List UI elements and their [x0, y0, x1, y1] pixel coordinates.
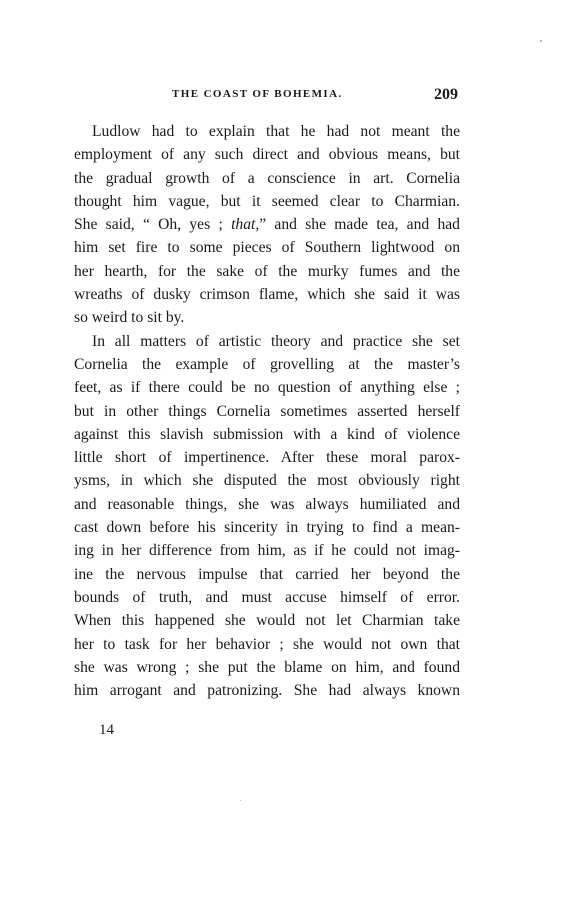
text-line: bounds of truth, and must accuse himself of error. — [74, 588, 460, 606]
running-head: THE COAST OF BOHEMIA. — [172, 88, 343, 100]
text-line: so weird to sit by. — [74, 309, 185, 327]
text-line: Ludlow had to explain that he had not meant the — [92, 123, 460, 140]
text-line: cast down before his sincerity in trying to find a mean- — [74, 519, 460, 537]
text-line: against this slavish submission with a kind of violence — [74, 425, 460, 443]
text-line: she was wrong ; she put the blame on him, and found — [74, 658, 460, 676]
text-line: but in other things Cornelia sometimes asserted herself — [74, 402, 460, 420]
text-line: wreaths of dusky crimson flame, which she said it was — [74, 286, 460, 304]
text-line: ing in her difference from him, as if he could not imag- — [74, 542, 460, 560]
text-line: her to task for her behavior ; she would not own that — [74, 635, 460, 653]
paragraph — [74, 120, 460, 330]
page-number: 209 — [434, 86, 458, 103]
text-line: In all matters of artistic theory and practice she set — [92, 332, 460, 350]
text-line: little short of impertinence. After these moral parox- — [74, 449, 460, 467]
text-line: ine the nervous impulse that carried her beyond the — [74, 565, 460, 583]
text-line: feet, as if there could be no question of anything else ; — [74, 379, 460, 397]
text-line: thought him vague, but it seemed clear to Charmian. — [74, 192, 460, 210]
text-line: When this happened she would not let Charmian take — [74, 612, 460, 630]
text-line — [74, 213, 460, 236]
text-fragment: ” and she made tea, and had — [259, 216, 460, 234]
text-line: employment of any such direct and obvious means, but — [74, 146, 460, 164]
text-line: ysms, in which she disputed the most obviously right — [74, 472, 460, 490]
text-line: and reasonable things, she was always humiliated and — [74, 495, 460, 513]
text-line: him arrogant and patronizing. She had always known — [74, 682, 460, 700]
italic-word: that, — [231, 216, 260, 234]
text-line: him set fire to some pieces of Southern lightwood on — [74, 239, 460, 257]
page-header — [0, 86, 575, 108]
text-line: Cornelia the example of grovelling at the master’s — [74, 355, 460, 373]
signature-mark: 14 — [99, 722, 114, 738]
paragraph — [74, 330, 460, 703]
text-line: her hearth, for the sake of the murky fumes and the — [74, 262, 460, 280]
body-text — [74, 120, 460, 702]
text-line: the gradual growth of a conscience in art. Cornelia — [74, 169, 460, 187]
paper-speck — [240, 800, 241, 801]
paper-speck — [540, 40, 542, 42]
text-fragment: She said, “ Oh, yes ; — [74, 216, 223, 234]
